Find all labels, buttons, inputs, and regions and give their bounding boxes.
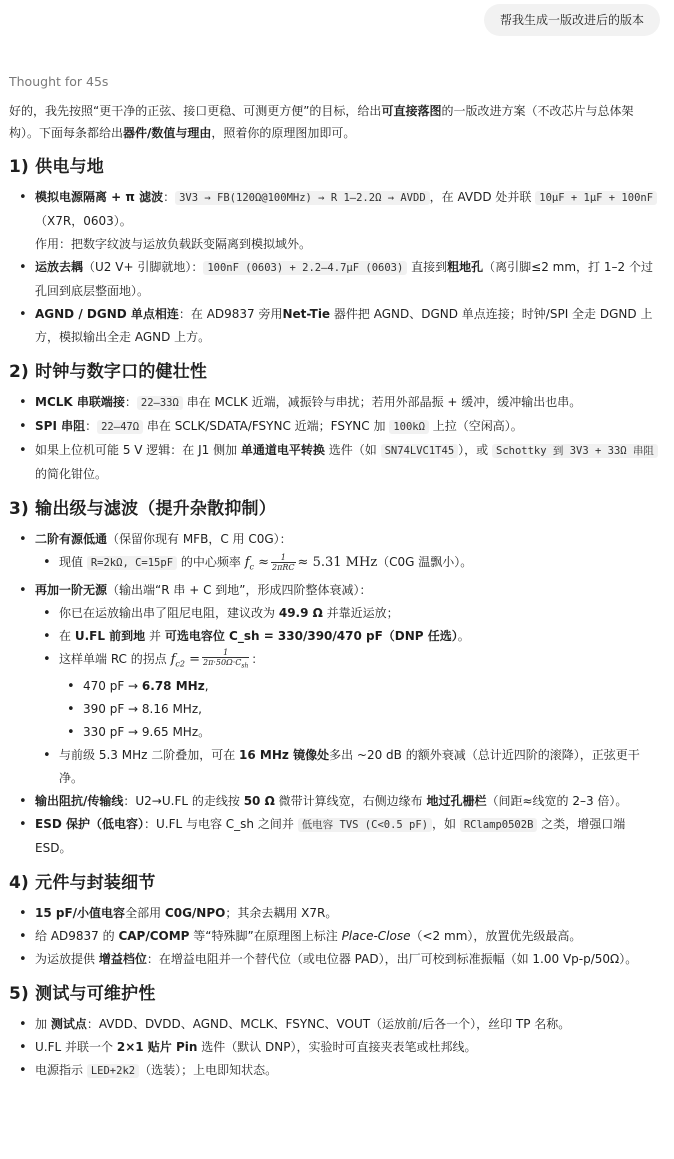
list-item: [9, 948, 661, 971]
item-italic: Place-Close: [341, 929, 411, 944]
math-symbol: f: [170, 651, 176, 667]
item-bold: 可选电容位 C_sh = 330/390/470 pF（DNP 任选）: [164, 628, 458, 643]
assistant-response: [9, 100, 661, 1083]
item-text: 470 pF →: [83, 679, 142, 694]
sub-sub-list: [59, 675, 661, 744]
math-fraction: [202, 648, 249, 671]
math-symbol: f: [244, 555, 250, 570]
thought-duration-toggle[interactable]: Thought for 45s: [9, 74, 109, 89]
bullet-icon: •: [43, 628, 51, 644]
list-item: [9, 256, 661, 303]
bullet-icon: •: [43, 605, 51, 621]
math-subscript: c2: [175, 659, 185, 669]
item-text: ,: [204, 679, 209, 694]
inline-code: 低电容 TVS (C<0.5 pF): [298, 818, 432, 832]
item-text: 为运放提供: [35, 952, 96, 967]
item-text: 串在 MCLK 近端，减振铃与串扰；若用外部晶振 + 缓冲，缓冲输出也串。: [186, 395, 582, 409]
item-bold: Net-Tie: [282, 307, 331, 321]
sub-list-item: [35, 648, 661, 745]
bullet-icon: •: [19, 260, 27, 275]
item-text: 上拉（空闲高）。: [432, 419, 523, 433]
item-text: 选件（默认 DNP），实验时可直接夹表笔或杜邦线。: [201, 1040, 477, 1055]
sub-sub-list-item: [59, 698, 661, 721]
bullet-icon: •: [43, 651, 51, 667]
item-text: 直接到: [411, 260, 448, 274]
sub-list-item: [35, 744, 661, 790]
intro-text: ，照着你的原理图加即可。: [211, 126, 356, 140]
item-text: （U2 V+ 引脚就地）：: [83, 260, 204, 274]
item-bold: 15 pF/小值电容: [35, 906, 126, 921]
inline-code: 10μF + 1μF + 100nF: [535, 191, 657, 205]
bullet-icon: •: [67, 725, 75, 741]
item-text: （C0G 温飘小）。: [377, 555, 473, 569]
item-bold: 50 Ω: [243, 794, 275, 809]
bullet-icon: •: [19, 952, 27, 968]
item-bold: AGND / DGND 单点相连: [35, 307, 179, 321]
item-text: 在: [59, 628, 72, 643]
item-text: 与前级 5.3 MHz 二阶叠加，可在: [59, 748, 236, 763]
list-item: [9, 528, 661, 579]
item-bold: 单通道电平转换: [240, 443, 325, 457]
math-subscript: c: [249, 562, 254, 572]
user-message-bubble: 帮我生成一版改进后的版本: [484, 4, 660, 36]
inline-code: Schottky 到 3V3 + 33Ω 串阻: [492, 444, 658, 458]
item-text: 并靠近运放；: [326, 605, 399, 620]
item-text: 电源指示: [35, 1063, 84, 1078]
list-item: [9, 579, 661, 791]
item-bold: 6.78 MHz: [141, 679, 205, 694]
item-text: 给 AD9837 的: [35, 929, 115, 944]
item-text: 的中心频率: [180, 555, 241, 569]
inline-code: 100kΩ: [389, 420, 429, 434]
item-bold: 模拟电源隔离 + π 滤波: [35, 190, 164, 204]
item-text: （X7R，0603）。: [35, 214, 132, 228]
item-text: 。: [457, 628, 470, 643]
inline-code: LED+2k2: [87, 1064, 139, 1078]
math-operator: =: [189, 651, 201, 667]
fraction-denominator: 2πRC: [272, 563, 295, 572]
list-item: [9, 415, 661, 439]
item-bold: 输出阻抗/传输线: [35, 794, 124, 809]
inline-code: SN74LVC1T45: [381, 444, 459, 458]
item-bold: C0G/NPO: [164, 906, 226, 921]
intro-text: 好的，我先按照“更干净的正弦、接口更稳、可测更方便”的目标，给出: [9, 104, 382, 118]
section-heading-power: 1) 供电与地: [9, 157, 104, 177]
item-text: ：在 AD9837 旁用: [178, 307, 283, 321]
item-text: 全部用: [125, 906, 162, 921]
item-bold: 增益档位: [98, 952, 147, 967]
inline-code: R=2kΩ, C=15pF: [87, 556, 177, 570]
item-text: 等“特殊脚”在原理图上标注: [193, 929, 338, 944]
item-text: ：U.FL 与电容 C_sh 之间并: [143, 817, 294, 832]
bullet-icon: •: [19, 794, 27, 810]
item-text: ：: [85, 419, 98, 433]
bullet-icon: •: [19, 395, 27, 410]
item-text: ：: [124, 395, 137, 409]
item-text: （<2 mm），放置优先级最高。: [410, 929, 582, 944]
item-text: 作用：把数字纹波与运放负载跃变隔离到模拟域外。: [35, 237, 312, 251]
sub-list-item: [35, 602, 661, 625]
item-bold: U.FL 前到地: [74, 628, 146, 643]
section-list-components: [9, 902, 661, 971]
list-item: [9, 186, 661, 256]
bullet-icon: •: [43, 748, 51, 764]
item-text: 390 pF → 8.16 MHz,: [83, 702, 202, 717]
item-text: ：U2→U.FL 的走线按: [123, 794, 240, 809]
bullet-icon: •: [19, 1040, 27, 1056]
section-list-testing: [9, 1013, 661, 1083]
item-text: 串在 SCLK/SDATA/FSYNC 近端；FSYNC 加: [146, 419, 386, 433]
item-text: 多出 ~20 dB 的额外衰减（总计近四阶的滚降），正弦更干净。: [59, 748, 640, 786]
bullet-icon: •: [19, 190, 27, 205]
section-heading-output: 3) 输出级与滤波（提升杂散抑制）: [9, 499, 276, 519]
item-text: 加: [35, 1017, 48, 1032]
list-item: [9, 1059, 661, 1083]
math-value: 5.31 MHz: [312, 555, 378, 570]
math-operator: ≈: [297, 555, 309, 570]
item-text: ：在增益电阻并一个替代位（或电位器 PAD），出厂可校到标准振幅（如 1.00 Vp-p/50Ω）。: [146, 952, 638, 967]
item-bold: 粗地孔: [447, 260, 484, 274]
intro-paragraph: [9, 100, 661, 144]
item-text: ：: [163, 190, 176, 204]
list-item: [9, 303, 661, 349]
formula-fc2: [171, 652, 200, 667]
item-bold: SPI 串阻: [35, 419, 86, 433]
bullet-icon: •: [19, 582, 27, 598]
inline-code: RClamp0502B: [460, 818, 538, 832]
section-list-output: [9, 528, 661, 860]
intro-text: 的一版改进方案（不改芯片与总体架构）。下面每条都给出: [9, 104, 634, 140]
bullet-icon: •: [43, 555, 51, 570]
list-item: [9, 439, 661, 486]
fraction-numerator: 1: [202, 648, 249, 658]
item-text: ，如: [432, 817, 457, 832]
sub-sub-list-item: [59, 675, 661, 698]
item-text: 330 pF → 9.65 MHz。: [83, 725, 211, 740]
list-item: [9, 1036, 661, 1059]
list-item: [9, 902, 661, 925]
item-bold: 16 MHz 镜像处: [239, 748, 330, 763]
fraction-denominator: [202, 658, 249, 671]
item-text: 选件（如: [328, 443, 377, 457]
sub-list-item: [35, 551, 661, 579]
item-bold: 测试点: [50, 1017, 87, 1032]
bullet-icon: •: [19, 906, 27, 922]
item-bold: CAP/COMP: [118, 929, 190, 944]
sub-list: [35, 551, 661, 579]
item-text: （离引脚≤2 mm，打 1–2 个过孔回到底层整面地）。: [35, 260, 653, 298]
sub-list-item: [35, 625, 661, 648]
item-text: 现值: [59, 555, 84, 569]
bullet-icon: •: [19, 1017, 27, 1033]
list-item: [9, 391, 661, 415]
item-text: ：AVDD、DVDD、AGND、MCLK、FSYNC、VOUT（运放前/后各一个），丝印 TP 名称。: [86, 1017, 571, 1032]
item-bold: ESD 保护（低电容）: [35, 817, 144, 832]
sub-list: [35, 602, 661, 791]
formula-value: [298, 555, 378, 570]
bullet-icon: •: [19, 1063, 27, 1079]
bullet-icon: •: [67, 702, 75, 718]
inline-code: 22–33Ω: [137, 396, 183, 410]
inline-code: 22–47Ω: [97, 420, 143, 434]
bullet-icon: •: [19, 419, 27, 434]
bullet-icon: •: [19, 443, 27, 458]
item-bold: 2×1 贴片 Pin: [116, 1040, 198, 1055]
bullet-icon: •: [19, 307, 27, 322]
section-heading-testing: 5) 测试与可维护性: [9, 984, 156, 1005]
bullet-icon: •: [19, 532, 27, 547]
item-text: （间距≈线宽的 2–3 倍）。: [486, 794, 628, 809]
item-bold: MCLK 串联端接: [35, 395, 125, 409]
list-item: [9, 925, 661, 948]
fraction-denominator-text: 2π·50Ω·C: [203, 657, 242, 667]
item-text: 微带计算线宽，右侧边缘布: [278, 794, 423, 809]
list-item: [9, 813, 661, 860]
intro-bold: 器件/数值与理由: [123, 126, 212, 140]
item-text: ；其余去耦用 X7R。: [225, 906, 338, 921]
item-bold: 再加一阶无源: [35, 582, 108, 597]
item-text: U.FL 并联一个: [35, 1040, 114, 1055]
section-list-power: [9, 186, 661, 349]
math-subscript: sh: [241, 662, 249, 670]
math-operator: ≈: [258, 555, 270, 570]
item-bold: 运放去耦: [35, 260, 84, 274]
bullet-icon: •: [19, 817, 27, 833]
section-heading-clock: 2) 时钟与数字口的健壮性: [9, 362, 208, 382]
section-list-clock: [9, 391, 661, 486]
item-text: ），或: [458, 443, 489, 457]
item-text: 的简化钳位。: [35, 467, 108, 481]
sub-sub-list-item: [59, 721, 661, 744]
item-text: ：: [251, 651, 264, 666]
item-text: 你已在运放输出串了阻尼电阻，建议改为: [59, 605, 276, 620]
intro-bold: 可直接落图: [381, 104, 442, 118]
item-text: （保留你现有 MFB，C 用 C0G）：: [107, 532, 292, 546]
item-text: 之类，增强口端 ESD。: [35, 817, 626, 856]
bullet-icon: •: [19, 929, 27, 945]
item-text: 这样单端 RC 的拐点: [59, 651, 167, 666]
inline-code: 100nF (0603) + 2.2–4.7μF (0603): [203, 261, 407, 275]
item-text: （选装）；上电即知状态。: [139, 1063, 278, 1078]
item-bold: 49.9 Ω: [278, 605, 323, 620]
list-item: [9, 1013, 661, 1036]
item-text: 器件把 AGND、DGND 单点连接；时钟/SPI 全走 DGND 上方，模拟输出全走 AGND 上方。: [35, 307, 653, 344]
item-bold: 二阶有源低通: [35, 532, 108, 546]
inline-code: 3V3 → FB(120Ω@100MHz) → R 1–2.2Ω → AVDD: [175, 191, 430, 205]
item-text: （输出端“R 串 + C 到地”，形成四阶整体衰减）：: [107, 582, 372, 597]
item-text: 如果上位机可能 5 V 逻辑：在 J1 侧加: [35, 443, 238, 457]
list-item: [9, 790, 661, 813]
bullet-icon: •: [67, 679, 75, 695]
fraction-numerator: 1: [271, 553, 296, 563]
item-text: ，在 AVDD 处并联: [429, 190, 532, 204]
item-text: 并: [149, 628, 162, 643]
section-heading-components: 4) 元件与封装细节: [9, 873, 156, 894]
item-bold: 地过孔栅栏: [426, 794, 487, 809]
math-fraction: [271, 553, 296, 572]
formula-fc: [245, 555, 269, 570]
